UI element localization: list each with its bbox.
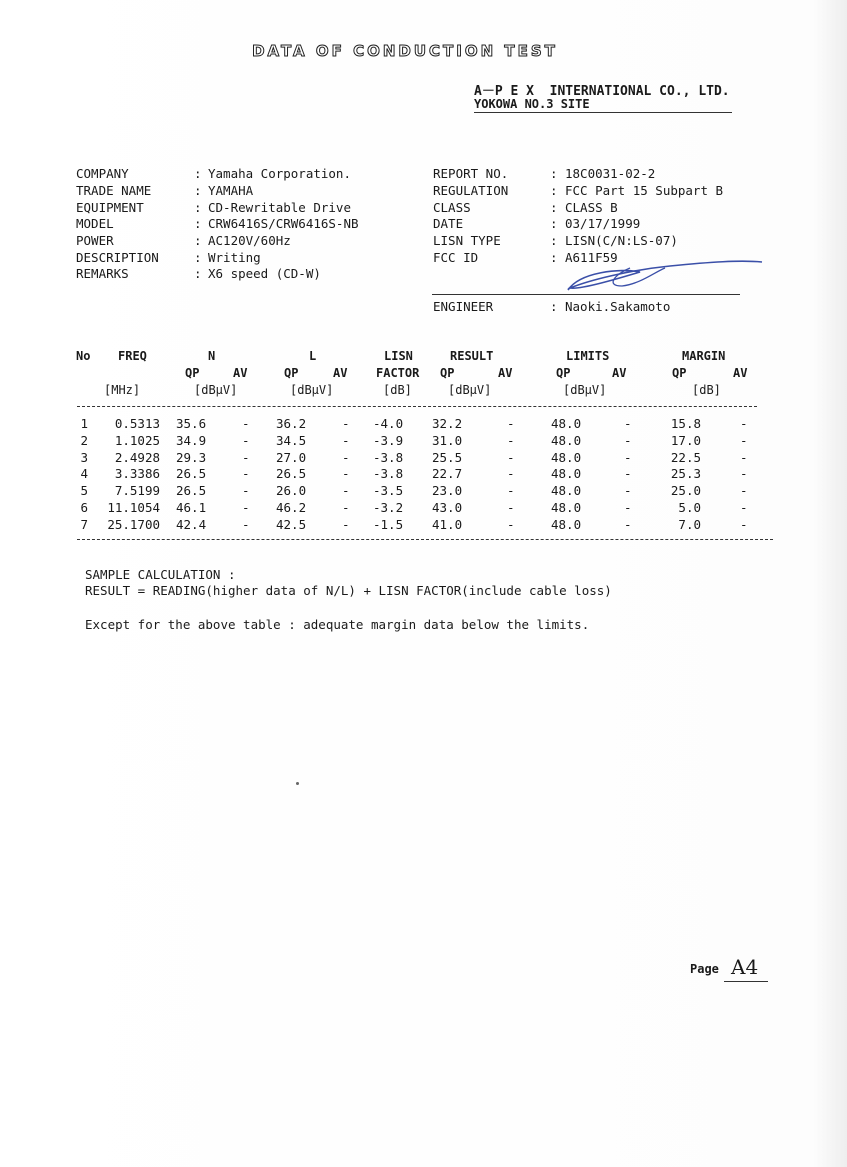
col-header-n: N	[208, 349, 216, 363]
col-subheader: QP	[556, 366, 571, 380]
cell-mar-av: -	[740, 416, 748, 431]
cell-lim-av: -	[624, 516, 632, 532]
cell-res-qp: 32.2	[432, 416, 463, 431]
page-number-underline	[724, 981, 768, 982]
info-value: YAMAHA	[208, 183, 254, 198]
cell-lisn: -3.5	[373, 483, 404, 499]
cell-lim-qp: 48.0	[551, 416, 582, 431]
info-value: 18C0031-02-2	[565, 166, 656, 181]
sample-calculation-title: SAMPLE CALCULATION :	[85, 567, 236, 582]
cell-l-qp: 46.2	[276, 500, 307, 515]
info-value: CLASS B	[565, 200, 618, 215]
col-header-freq: FREQ	[118, 349, 147, 363]
col-subheader: QP	[440, 366, 455, 380]
col-subheader: QP	[185, 366, 200, 380]
table-row	[0, 450, 847, 467]
cell-res-av: -	[507, 466, 515, 482]
info-label: FCC ID	[433, 250, 479, 265]
cell-n-av: -	[242, 466, 250, 482]
except-note: Except for the above table : adequate margin data below the limits.	[85, 617, 590, 632]
info-value: X6 speed (CD-W)	[208, 266, 321, 281]
cell-l-qp: 27.0	[276, 449, 307, 465]
page-label: Page	[690, 962, 719, 976]
info-label: DATE	[433, 216, 464, 231]
cell-n-qp: 26.5	[176, 466, 207, 482]
engineer-name: Naoki.Sakamoto	[565, 299, 671, 314]
cell-mar-qp: 25.3	[670, 466, 701, 482]
sample-calculation-formula: RESULT = READING(higher data of N/L) + LISN FACTOR(include cable loss)	[85, 583, 612, 598]
cell-l-av: -	[342, 466, 350, 482]
cell-freq: 1.1025	[114, 432, 160, 448]
cell-no: 2	[80, 432, 88, 448]
cell-l-av: -	[342, 500, 350, 515]
cell-n-av: -	[242, 516, 250, 532]
table-row	[0, 466, 847, 483]
info-label: DESCRIPTION	[76, 250, 159, 265]
cell-mar-qp: 25.0	[670, 483, 701, 499]
info-colon: :	[194, 183, 202, 198]
cell-lim-av: -	[624, 483, 632, 499]
col-subheader: AV	[733, 366, 748, 380]
table-row	[0, 416, 847, 433]
info-label: EQUIPMENT	[76, 200, 144, 215]
cell-mar-qp: 22.5	[670, 449, 701, 465]
info-colon: :	[194, 200, 202, 215]
cell-lim-qp: 48.0	[551, 516, 582, 532]
cell-lim-av: -	[624, 500, 632, 515]
cell-l-qp: 26.5	[276, 466, 307, 482]
cell-mar-av: -	[740, 500, 748, 515]
cell-res-qp: 43.0	[432, 500, 463, 515]
info-colon: :	[194, 216, 202, 231]
cell-lisn: -3.9	[373, 432, 404, 448]
cell-res-av: -	[507, 483, 515, 499]
table-top-rule	[77, 406, 757, 407]
col-header-limits: LIMITS	[566, 349, 610, 363]
cell-lisn: -3.8	[373, 449, 404, 465]
col-unit: [dB]	[692, 383, 721, 397]
info-colon: :	[550, 200, 558, 215]
cell-lisn: -3.8	[373, 466, 404, 482]
info-label: POWER	[76, 233, 114, 248]
col-subheader: AV	[333, 366, 348, 380]
info-colon: :	[194, 233, 202, 248]
col-unit: [dBμV]	[290, 383, 334, 397]
table-bottom-rule	[77, 539, 773, 540]
site-name: YOKOWA NO.3 SITE	[474, 97, 590, 111]
info-label: TRADE NAME	[76, 183, 152, 198]
cell-res-av: -	[507, 500, 515, 515]
info-colon: :	[194, 266, 202, 281]
cell-l-av: -	[342, 483, 350, 499]
cell-n-qp: 34.9	[176, 432, 207, 448]
cell-res-av: -	[507, 432, 515, 448]
cell-no: 7	[80, 516, 88, 532]
cell-l-av: -	[342, 449, 350, 465]
engineer-label: ENGINEER	[433, 299, 494, 314]
cell-n-qp: 46.1	[176, 500, 207, 515]
col-subheader: QP	[284, 366, 299, 380]
document-title: DATA OF CONDUCTION TEST	[252, 42, 558, 60]
col-subheader: FACTOR	[376, 366, 420, 380]
cell-freq: 2.4928	[114, 449, 160, 465]
info-value: 03/17/1999	[565, 216, 641, 231]
info-value: CRW6416S/CRW6416S-NB	[208, 216, 359, 231]
table-row	[0, 500, 847, 517]
cell-lim-av: -	[624, 432, 632, 448]
col-subheader: QP	[672, 366, 687, 380]
cell-lisn: -3.2	[373, 500, 404, 515]
cell-mar-av: -	[740, 466, 748, 482]
cell-res-qp: 23.0	[432, 483, 463, 499]
info-colon: :	[194, 166, 202, 181]
cell-res-av: -	[507, 516, 515, 532]
cell-lim-qp: 48.0	[551, 500, 582, 515]
info-value: CD-Rewritable Drive	[208, 200, 351, 215]
cell-lim-qp: 48.0	[551, 432, 582, 448]
info-colon: :	[550, 166, 558, 181]
info-label: CLASS	[433, 200, 471, 215]
cell-lim-qp: 48.0	[551, 449, 582, 465]
col-unit: [dBμV]	[563, 383, 607, 397]
table-row	[0, 517, 847, 534]
col-unit: [dBμV]	[448, 383, 492, 397]
table-row	[0, 433, 847, 450]
cell-no: 4	[80, 466, 88, 482]
info-colon: :	[550, 299, 558, 314]
cell-lim-av: -	[624, 416, 632, 431]
info-colon: :	[550, 233, 558, 248]
info-label: REPORT NO.	[433, 166, 509, 181]
cell-res-qp: 41.0	[432, 516, 463, 532]
info-value: Yamaha Corporation.	[208, 166, 351, 181]
cell-n-qp: 42.4	[176, 516, 207, 532]
company-name: A－P E X INTERNATIONAL CO., LTD.	[474, 84, 730, 99]
col-unit: [MHz]	[104, 383, 141, 397]
cell-lim-qp: 48.0	[551, 466, 582, 482]
cell-no: 6	[80, 500, 88, 515]
cell-freq: 11.1054	[107, 500, 160, 515]
cell-no: 1	[80, 416, 88, 431]
cell-res-av: -	[507, 416, 515, 431]
cell-mar-qp: 17.0	[670, 432, 701, 448]
cell-no: 3	[80, 449, 88, 465]
col-unit: [dB]	[383, 383, 412, 397]
cell-l-av: -	[342, 516, 350, 532]
info-value: LISN(C/N:LS-07)	[565, 233, 678, 248]
cell-res-qp: 31.0	[432, 432, 463, 448]
cell-res-av: -	[507, 449, 515, 465]
cell-n-qp: 29.3	[176, 449, 207, 465]
cell-no: 5	[80, 483, 88, 499]
col-subheader: AV	[498, 366, 513, 380]
cell-mar-av: -	[740, 449, 748, 465]
col-header-lisn: LISN	[384, 349, 413, 363]
col-header-result: RESULT	[450, 349, 494, 363]
cell-lisn: -4.0	[373, 416, 404, 431]
cell-n-qp: 35.6	[176, 416, 207, 431]
cell-mar-av: -	[740, 483, 748, 499]
cell-l-qp: 34.5	[276, 432, 307, 448]
info-value: AC120V/60Hz	[208, 233, 291, 248]
info-value: A611F59	[565, 250, 618, 265]
page-number: A4	[731, 955, 759, 979]
col-header-no: No	[76, 349, 91, 363]
cell-l-qp: 42.5	[276, 516, 307, 532]
col-header-l: L	[309, 349, 317, 363]
cell-freq: 3.3386	[114, 466, 160, 482]
col-header-margin: MARGIN	[682, 349, 726, 363]
cell-mar-av: -	[740, 432, 748, 448]
cell-freq: 25.1700	[107, 516, 160, 532]
cell-n-av: -	[242, 416, 250, 431]
signature-graphic	[560, 250, 770, 300]
col-subheader: AV	[233, 366, 248, 380]
cell-freq: 0.5313	[114, 416, 160, 431]
info-colon: :	[194, 250, 202, 265]
cell-lim-qp: 48.0	[551, 483, 582, 499]
cell-lisn: -1.5	[373, 516, 404, 532]
signature-line	[432, 294, 740, 295]
cell-n-av: -	[242, 432, 250, 448]
cell-freq: 7.5199	[114, 483, 160, 499]
cell-mar-qp: 5.0	[678, 500, 701, 515]
cell-lim-av: -	[624, 466, 632, 482]
paper-speck	[296, 782, 299, 785]
col-subheader: AV	[612, 366, 627, 380]
cell-n-av: -	[242, 483, 250, 499]
info-colon: :	[550, 183, 558, 198]
info-value: Writing	[208, 250, 261, 265]
table-row	[0, 483, 847, 500]
cell-mar-qp: 15.8	[670, 416, 701, 431]
info-label: REMARKS	[76, 266, 129, 281]
cell-n-av: -	[242, 449, 250, 465]
cell-res-qp: 25.5	[432, 449, 463, 465]
cell-l-av: -	[342, 416, 350, 431]
info-label: REGULATION	[433, 183, 509, 198]
info-label: LISN TYPE	[433, 233, 501, 248]
info-label: COMPANY	[76, 166, 129, 181]
cell-n-qp: 26.5	[176, 483, 207, 499]
cell-mar-av: -	[740, 516, 748, 532]
cell-lim-av: -	[624, 449, 632, 465]
site-underline	[474, 112, 732, 113]
cell-mar-qp: 7.0	[678, 516, 701, 532]
info-label: MODEL	[76, 216, 114, 231]
cell-l-qp: 26.0	[276, 483, 307, 499]
cell-l-qp: 36.2	[276, 416, 307, 431]
cell-res-qp: 22.7	[432, 466, 463, 482]
col-unit: [dBμV]	[194, 383, 238, 397]
info-colon: :	[550, 250, 558, 265]
info-colon: :	[550, 216, 558, 231]
info-value: FCC Part 15 Subpart B	[565, 183, 724, 198]
cell-l-av: -	[342, 432, 350, 448]
cell-n-av: -	[242, 500, 250, 515]
